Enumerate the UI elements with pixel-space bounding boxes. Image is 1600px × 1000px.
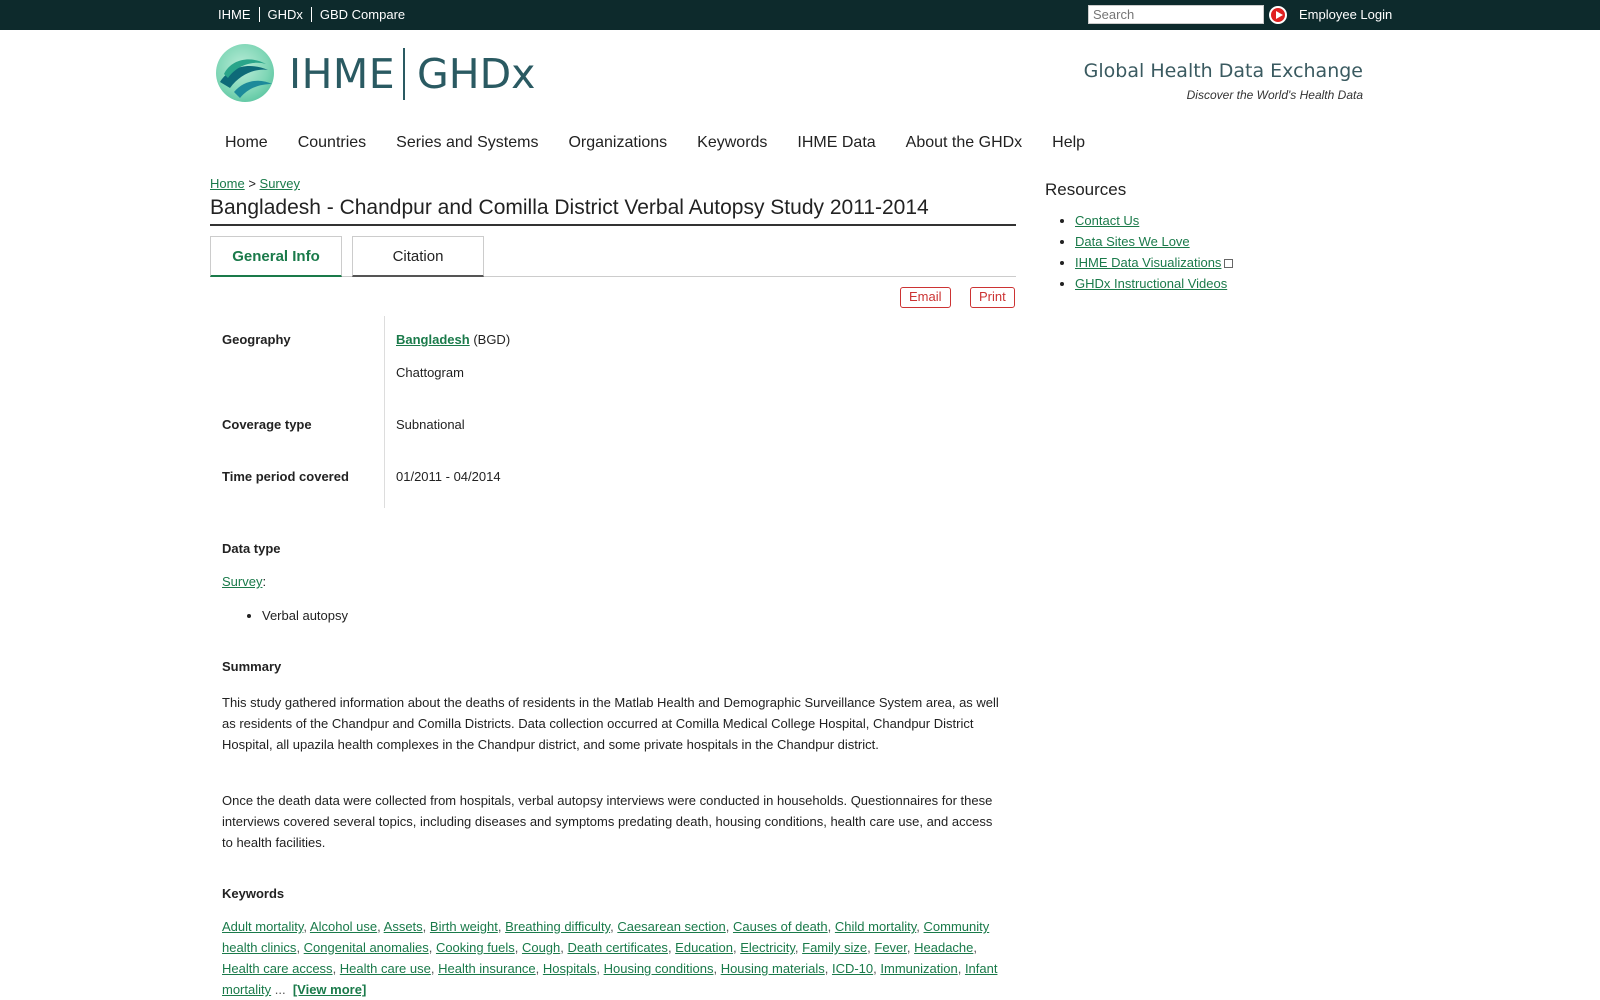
breadcrumb-survey[interactable]: Survey <box>259 176 300 191</box>
keywords-ellipsis: ... <box>274 982 286 997</box>
top-links <box>218 7 413 22</box>
resources-list <box>1075 213 1233 297</box>
top-link-gbd-compare[interactable]: GBD Compare <box>319 7 406 22</box>
keyword-link[interactable]: Community health clinics <box>222 919 990 955</box>
nav-organizations[interactable]: Organizations <box>568 134 668 151</box>
tab-bar <box>210 236 1016 277</box>
info-table-divider <box>384 316 385 508</box>
resource-instructional-videos[interactable]: GHDx Instructional Videos <box>1075 276 1228 291</box>
nav-help[interactable]: Help <box>1052 134 1086 151</box>
data-type-list <box>262 608 348 623</box>
keyword-link[interactable]: Caesarean section <box>617 919 726 934</box>
keyword-link[interactable]: Housing materials <box>720 961 825 976</box>
keyword-link[interactable]: Infant mortality <box>222 961 998 997</box>
top-link-ihme[interactable]: IHME <box>218 7 251 22</box>
geography-label: Geography <box>222 332 291 347</box>
nav-ihme-data[interactable]: IHME Data <box>797 134 876 151</box>
nav-countries[interactable]: Countries <box>297 134 367 151</box>
view-more-link[interactable]: [View more] <box>292 982 367 997</box>
search-input[interactable] <box>1088 5 1264 24</box>
keyword-link[interactable]: Health care access <box>222 961 333 976</box>
data-type-line: Survey: <box>222 574 267 589</box>
email-button[interactable]: Email <box>900 287 951 308</box>
keyword-link[interactable]: Immunization <box>880 961 958 976</box>
search-go-icon[interactable] <box>1269 6 1287 24</box>
list-item <box>1075 255 1233 271</box>
keyword-link[interactable]: Electricity <box>740 940 795 955</box>
keywords-heading: Keywords <box>222 886 285 901</box>
data-type-heading: Data type <box>222 541 281 556</box>
list-item <box>1075 276 1233 292</box>
geography-code: (BGD) <box>473 332 511 347</box>
external-link-icon <box>1224 259 1233 268</box>
keyword-link[interactable]: Alcohol use <box>309 919 378 934</box>
keyword-link[interactable]: Child mortality <box>834 919 917 934</box>
top-bar <box>0 0 1600 30</box>
summary-paragraph-2: Once the death data were collected from hospitals, verbal autopsy interviews were conducted in households. Questionnaires for these interviews covered several topics, including diseases and symptoms predating death, housing conditions, health care use, and access to health facilities. <box>222 793 993 850</box>
top-link-ghdx[interactable]: GHDx <box>267 7 303 22</box>
time-period-label: Time period covered <box>222 469 349 484</box>
page-title: Bangladesh - Chandpur and Comilla District Verbal Autopsy Study 2011-2014 <box>210 196 1016 226</box>
print-button[interactable]: Print <box>970 287 1015 308</box>
list-item: • Verbal autopsy <box>262 608 348 623</box>
main-nav <box>225 134 1115 152</box>
resource-data-sites[interactable]: Data Sites We Love <box>1075 234 1190 249</box>
nav-home[interactable]: Home <box>225 134 268 151</box>
resource-ihme-visualizations[interactable]: IHME Data Visualizations <box>1075 255 1222 270</box>
keyword-link[interactable]: Family size <box>802 940 868 955</box>
coverage-type-label: Coverage type <box>222 417 312 432</box>
resources-heading: Resources <box>1045 180 1127 199</box>
keyword-link[interactable]: Death certificates <box>567 940 668 955</box>
keyword-link[interactable]: Causes of death <box>732 919 828 934</box>
nav-about-the-ghdx[interactable]: About the GHDx <box>905 134 1023 151</box>
nav-keywords[interactable]: Keywords <box>697 134 768 151</box>
keyword-link[interactable]: Assets <box>383 919 423 934</box>
resource-contact-us[interactable]: Contact Us <box>1075 213 1140 228</box>
keyword-link[interactable]: Adult mortality <box>222 919 304 934</box>
geography-value <box>396 332 510 347</box>
keyword-link[interactable]: Health care use <box>339 961 431 976</box>
summary-heading: Summary <box>222 659 282 674</box>
brand-ihme[interactable]: IHME <box>289 50 396 98</box>
brand-ghdx[interactable]: GHDx <box>417 50 536 98</box>
tagline-title: Global Health Data Exchange <box>1083 60 1363 82</box>
summary-paragraph-1: This study gathered information about the deaths of residents in the Matlab Health and Demographic Surveillance System area, as well as residents of the Chandpur and Comilla Districts. Data collection occurred at Comilla Medical College Hospital, Chandpur District Hospital, all upazila health complexes in the Chandpur district, and some private hospitals in the Chandpur district. <box>222 695 999 752</box>
keyword-link[interactable]: Hospitals <box>542 961 597 976</box>
keyword-link[interactable]: Cough <box>521 940 561 955</box>
geography-region: Chattogram <box>396 365 464 380</box>
keyword-link[interactable]: Cooking fuels <box>435 940 515 955</box>
keyword-link[interactable]: Health insurance <box>438 961 536 976</box>
data-type-survey-link[interactable]: Survey <box>222 574 263 589</box>
keyword-link[interactable]: Birth weight <box>429 919 498 934</box>
keyword-link[interactable]: Education <box>675 940 733 955</box>
keywords-list: Adult mortality, Alcohol use, Assets, Birth weight, Breathing difficulty, Caesarean section, Causes of death, Child mortality, Community health clinics, Congenital anomalies, Cooking fuels, Cough, Death certificates, Education, Electricity, Family size, Fever, Headache, Health care access, Health care use, Health insurance, Hospitals, Housing conditions, Housing materials, ICD-10, Immunization, Infant mortality ... [View more] <box>222 919 998 997</box>
employee-login-link[interactable]: Employee Login <box>1299 7 1393 22</box>
list-item <box>1075 234 1233 250</box>
keyword-link[interactable]: Housing conditions <box>603 961 714 976</box>
keyword-link[interactable]: Congenital anomalies <box>303 940 429 955</box>
keyword-link[interactable]: Breathing difficulty <box>505 919 611 934</box>
keyword-link[interactable]: ICD-10 <box>831 961 874 976</box>
geography-country-link[interactable]: Bangladesh <box>396 332 470 347</box>
time-period-value: 01/2011 - 04/2014 <box>396 469 501 484</box>
coverage-type-value: Subnational <box>396 417 465 432</box>
keyword-link[interactable]: Fever <box>874 940 907 955</box>
breadcrumb-separator: > <box>248 176 256 191</box>
nav-series-and-systems[interactable]: Series and Systems <box>396 134 539 151</box>
tab-citation[interactable]: Citation <box>352 236 484 277</box>
ihme-logo-icon[interactable] <box>216 44 274 102</box>
tab-general-info[interactable]: General Info <box>210 236 342 277</box>
breadcrumb <box>210 176 300 191</box>
keyword-link[interactable]: Headache <box>914 940 974 955</box>
brand-divider <box>403 48 405 100</box>
tagline <box>1084 60 1363 102</box>
list-item <box>1075 213 1233 229</box>
breadcrumb-home[interactable]: Home <box>210 176 245 191</box>
tagline-subtitle: Discover the World's Health Data <box>1186 88 1363 102</box>
